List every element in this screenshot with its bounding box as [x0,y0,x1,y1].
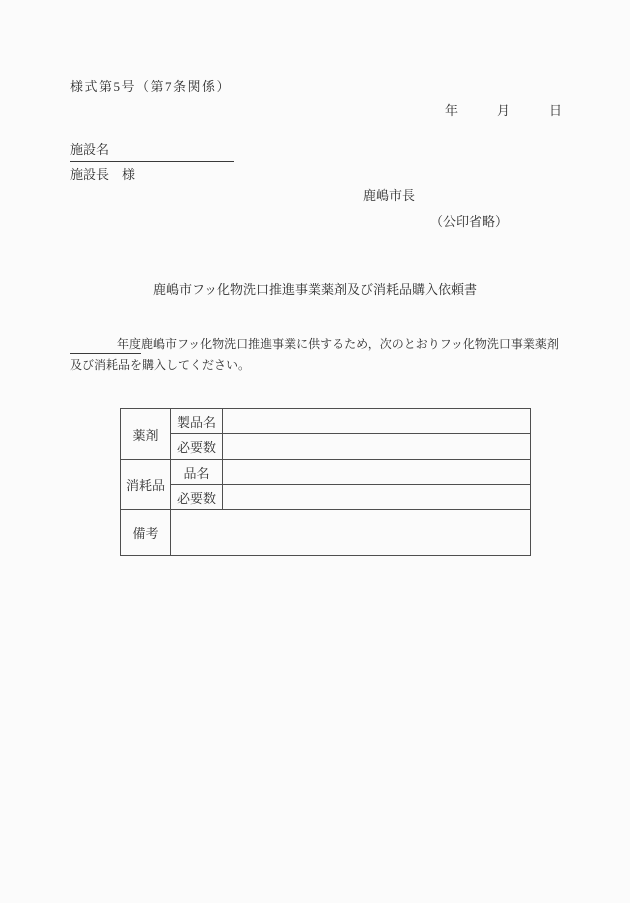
drug-category-cell: 薬剤 [121,409,171,460]
form-number: 様式第5号（第7条関係） [70,79,232,94]
facility-name-label: 施設名 [70,142,110,157]
drug-required-qty-label-cell: 必要数 [171,434,223,460]
consumable-item-name-value-cell [223,460,531,485]
order-table [120,408,531,556]
drug-product-name-value-cell [223,409,531,434]
consumable-category-cell: 消耗品 [121,460,171,510]
body-paragraph [70,334,570,376]
seal-omitted-note: （公印省略） [430,214,509,229]
table-row [121,409,531,434]
consumable-item-name-label-cell: 品名 [171,460,223,485]
date-line: 年 月 日 [445,103,563,118]
remarks-value-cell [171,510,531,556]
drug-product-name-label-cell: 製品名 [171,409,223,434]
body-line-1-text: 鹿嶋市フッ化物洗口推進事業に供するため，次のとおりフッ化物洗口事業薬剤 [141,337,559,351]
remarks-label-cell: 備考 [121,510,171,556]
consumable-required-qty-label-cell: 必要数 [171,485,223,510]
facility-name-field [70,139,234,162]
document-title: 鹿嶋市フッ化物洗口推進事業薬剤及び消耗品購入依頼書 [152,282,478,297]
table-row [121,460,531,485]
table-row [121,485,531,510]
table-row [121,434,531,460]
fiscal-year-suffix: 年度 [117,337,142,351]
drug-required-qty-value-cell [223,434,531,460]
body-line-1 [70,334,570,355]
fiscal-year-blank-field [70,336,141,354]
addressee-line: 施設長 様 [70,167,136,182]
table-row [121,510,531,556]
sender-name: 鹿嶋市長 [363,188,416,203]
consumable-required-qty-value-cell [223,485,531,510]
body-line-2: 及び消耗品を購入してください。 [70,358,251,372]
